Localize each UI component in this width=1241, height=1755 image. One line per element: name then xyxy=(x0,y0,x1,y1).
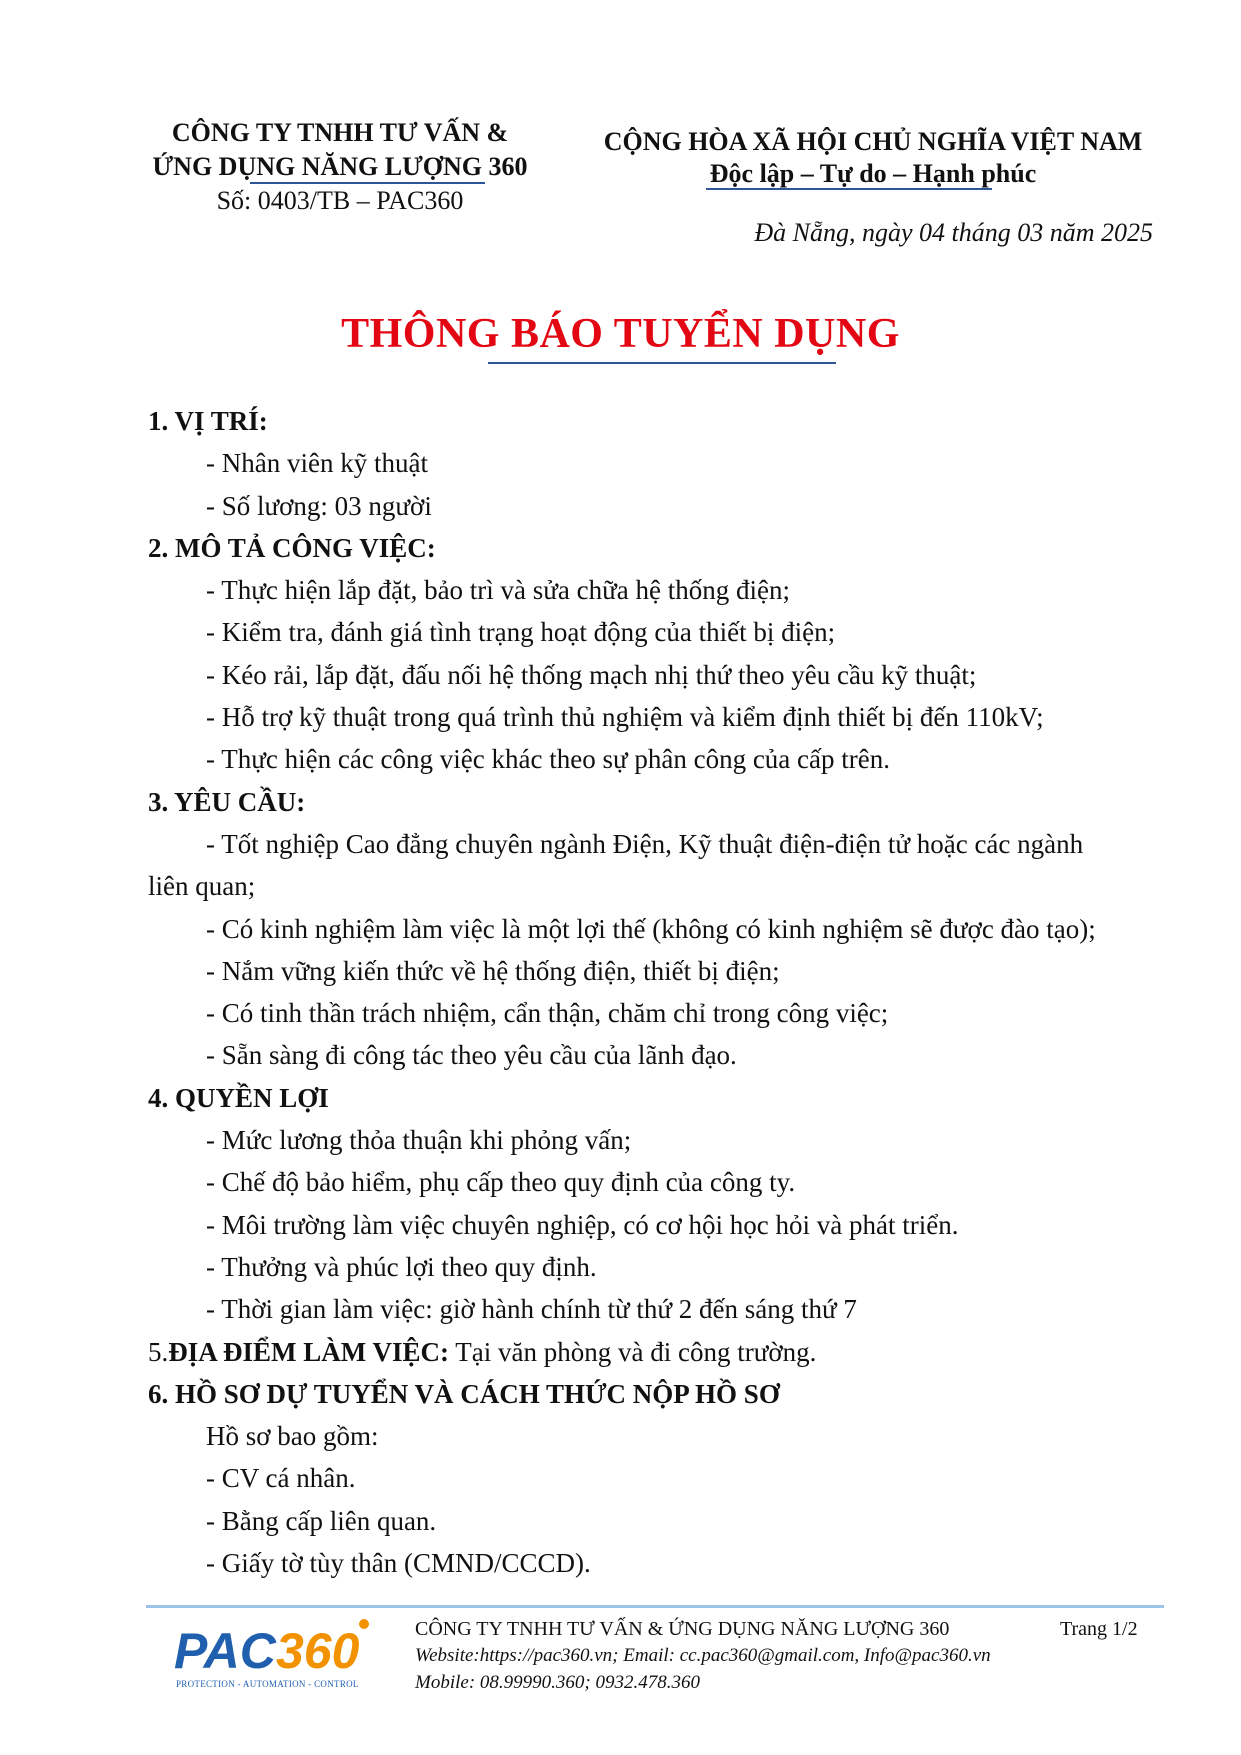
application-intro: Hồ sơ bao gồm: xyxy=(206,1421,379,1452)
list-item: - Kiểm tra, đánh giá tình trạng hoạt động của thiết bị điện; xyxy=(206,617,836,648)
list-item-continuation: liên quan; xyxy=(148,871,256,902)
section-heading-application: 6. HỒ SƠ DỰ TUYỂN VÀ CÁCH THỨC NỘP HỒ SƠ xyxy=(148,1378,780,1409)
company-name-line1: CÔNG TY TNHH TƯ VẤN & xyxy=(171,118,509,147)
section-heading-requirements: 3. YÊU CẦU: xyxy=(148,786,306,817)
logo-number: 360 xyxy=(276,1623,360,1679)
pac360-logo xyxy=(172,1616,372,1692)
company-name-line2: ỨNG DỤNG NĂNG LƯỢNG 360 xyxy=(152,152,528,181)
footer-company: CÔNG TY TNHH TƯ VẤN & ỨNG DỤNG NĂNG LƯỢNG 360 xyxy=(415,1618,950,1640)
list-item: - CV cá nhân. xyxy=(206,1463,356,1494)
section-heading-position: 1. VỊ TRÍ: xyxy=(148,406,268,436)
list-item: - Hỗ trợ kỹ thuật trong quá trình thủ nghiệm và kiểm định thiết bị đến 110kV; xyxy=(206,702,1044,733)
footer-contact-web: Website:https://pac360.vn; Email: cc.pac360@gmail.com, Info@pac360.vn xyxy=(415,1645,991,1666)
list-item: - Có kinh nghiệm làm việc là một lợi thế (không có kinh nghiệm sẽ được đào tạo); xyxy=(206,913,1096,944)
section-heading-job-description: 2. MÔ TẢ CÔNG VIỆC: xyxy=(148,532,436,563)
section-number: 5. xyxy=(148,1336,169,1367)
list-item: - Nắm vững kiến thức về hệ thống điện, thiết bị điện; xyxy=(206,955,780,986)
page-title: THÔNG BÁO TUYỂN DỤNG xyxy=(341,311,900,357)
national-header xyxy=(578,126,1168,190)
footer-contact-mobile: Mobile: 08.99990.360; 0932.478.360 xyxy=(415,1672,700,1693)
list-item: - Có tinh thần trách nhiệm, cẩn thận, chăm chỉ trong công việc; xyxy=(206,998,889,1029)
list-item: - Tốt nghiệp Cao đẳng chuyên ngành Điện, Kỹ thuật điện-điện tử hoặc các ngành xyxy=(206,828,1084,859)
list-item: - Sẵn sàng đi công tác theo yêu cầu của lãnh đạo. xyxy=(206,1040,737,1071)
place-date: Đà Nẵng, ngày 04 tháng 03 năm 2025 xyxy=(754,218,1153,247)
list-item: - Mức lương thỏa thuận khi phỏng vấn; xyxy=(206,1125,632,1156)
list-item: - Số lương: 03 người xyxy=(206,490,432,521)
company-underline xyxy=(250,182,485,184)
list-item: - Thời gian làm việc: giờ hành chính từ thứ 2 đến sáng thứ 7 xyxy=(206,1294,857,1325)
logo-tagline: PROTECTION - AUTOMATION - CONTROL xyxy=(176,1679,359,1689)
footer-divider xyxy=(146,1605,1164,1608)
logo-text: PAC xyxy=(174,1623,276,1679)
motto-underline xyxy=(706,188,992,190)
work-location-text: Tại văn phòng và đi công trường. xyxy=(449,1336,817,1367)
logo-dot xyxy=(359,1619,369,1629)
list-item: - Kéo rải, lắp đặt, đấu nối hệ thống mạch nhị thứ theo yêu cầu kỹ thuật; xyxy=(206,659,977,690)
national-motto: Độc lập – Tự do – Hạnh phúc xyxy=(709,159,1037,188)
list-item: - Thực hiện lắp đặt, bảo trì và sửa chữa hệ thống điện; xyxy=(206,575,790,606)
section-heading-work-location: ĐỊA ĐIỂM LÀM VIỆC: xyxy=(168,1336,450,1367)
section-work-location xyxy=(148,1331,1158,1373)
title-underline xyxy=(488,362,836,364)
list-item: - Chế độ bảo hiểm, phụ cấp theo quy định của công ty. xyxy=(206,1167,796,1198)
pac360-logo-graphic xyxy=(172,1616,372,1692)
document-body xyxy=(148,400,1158,1584)
list-item: - Nhân viên kỹ thuật xyxy=(206,448,428,479)
list-item: - Bằng cấp liên quan. xyxy=(206,1505,437,1536)
company-header xyxy=(110,116,570,218)
document-number: Số: 0403/TB – PAC360 xyxy=(216,186,464,215)
list-item: - Môi trường làm việc chuyên nghiệp, có cơ hội học hỏi và phát triển. xyxy=(206,1209,959,1240)
section-heading-benefits: 4. QUYỀN LỢI xyxy=(148,1082,329,1113)
list-item: - Thưởng và phúc lợi theo quy định. xyxy=(206,1251,597,1282)
list-item: - Thực hiện các công việc khác theo sự phân công của cấp trên. xyxy=(206,744,890,775)
page-number: Trang 1/2 xyxy=(1060,1618,1138,1640)
national-title: CỘNG HÒA XÃ HỘI CHỦ NGHĨA VIỆT NAM xyxy=(603,127,1143,156)
list-item: - Giấy tờ tùy thân (CMND/CCCD). xyxy=(206,1548,591,1579)
